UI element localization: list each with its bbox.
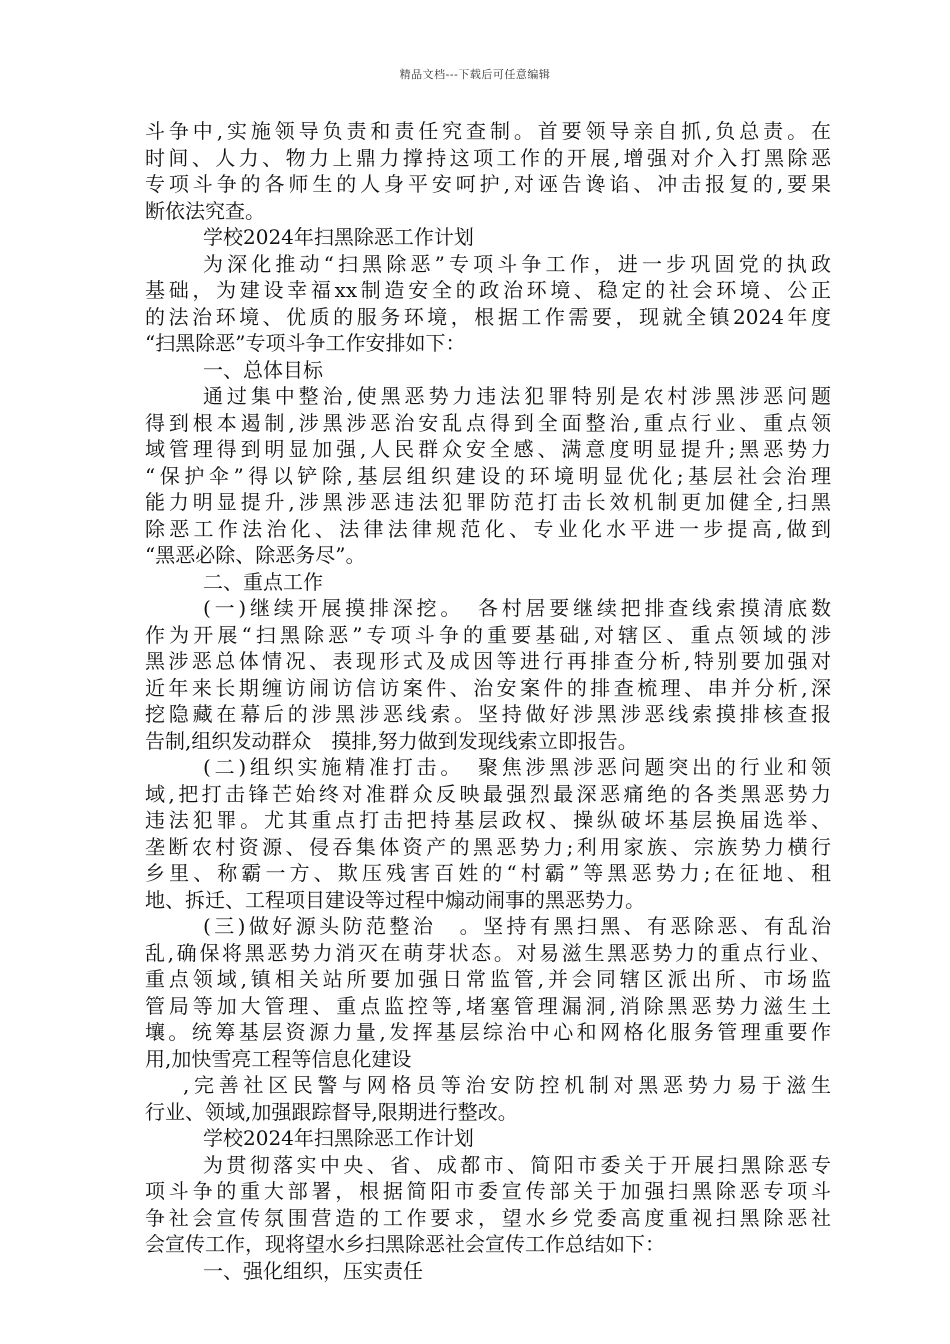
- text-line: 乱,确保将黑恶势力消灭在萌芽状态。对易滋生黑恶势力的重点行业、: [145, 940, 831, 965]
- page-header: 精品文档---下载后可任意编辑: [399, 68, 551, 81]
- text-line: 二、重点工作: [203, 569, 323, 594]
- text-line: 除恶工作法治化、法律法律规范化、专业化水平进一步提高,做到: [145, 516, 831, 541]
- text-line: 违法犯罪。尤其重点打击把持基层政权、操纵破坏基层换届选举、: [145, 808, 831, 832]
- text-line: 域管理得到明显加强,人民群众安全感、满意度明显提升;黑恶势力: [145, 437, 831, 461]
- text-line: “黑恶必除、除恶务尽”。: [145, 543, 366, 567]
- text-line: 能力明显提升,涉黑涉恶违法犯罪防范打击长效机制更加健全,扫黑: [145, 490, 831, 514]
- text-line: 专项斗争的各师生的人身平安呵护,对诬告谗谄、冲击报复的,要果: [145, 172, 831, 196]
- text-line: 垄断农村资源、侵吞集体资产的黑恶势力;利用家族、宗族势力横行: [145, 834, 831, 859]
- text-line: (二)组织实施精准打击。 聚焦涉黑涉恶问题突出的行业和领: [203, 755, 831, 779]
- text-line: 作为开展“扫黑除恶”专项斗争的重要基础,对辖区、重点领域的涉: [145, 622, 831, 647]
- text-line: 学校2024年扫黑除恶工作计划: [203, 1126, 474, 1150]
- text-line: 行业、领域,加强跟踪督导,限期进行整改。: [145, 1099, 518, 1124]
- document-body: [145, 118, 831, 1284]
- text-line: 一、总体目标: [203, 357, 323, 382]
- text-line: 斗争中,实施领导负责和责任究查制。首要领导亲自抓,负总责。在: [145, 119, 831, 143]
- text-line: 用,加快雪亮工程等信息化建设: [145, 1046, 412, 1071]
- text-line: 域,把打击锋芒始终对准群众反映最强烈最深恶痛绝的各类黑恶势力: [145, 781, 831, 806]
- text-line: 地、拆迁、工程项目建设等过程中煽动闹事的黑恶势力。: [145, 887, 645, 912]
- text-line: “扫黑除恶”专项斗争工作安排如下：: [145, 331, 466, 355]
- text-line: 为深化推动“扫黑除恶”专项斗争工作，进一步巩固党的执政: [203, 251, 831, 276]
- text-line: 的法治环境、优质的服务环境，根据工作需要，现就全镇2024年度: [145, 304, 831, 329]
- text-line: 管局等加大管理、重点监控等,堵塞管理漏洞,消除黑恶势力滋生土: [145, 993, 831, 1018]
- text-line: 乡里、称霸一方、欺压残害百姓的“村霸”等黑恶势力;在征地、租: [145, 861, 831, 885]
- text-line: 学校2024年扫黑除恶工作计划: [203, 225, 474, 249]
- text-line: 近年来长期缠访闹访信访案件、治安案件的排查梳理、串并分析,深: [145, 675, 831, 700]
- text-line: 黑涉恶总体情况、表现形式及成因等进行再排查分析,特别要加强对: [145, 649, 831, 673]
- text-line: 一、强化组织，压实责任: [203, 1258, 423, 1283]
- text-line: 通过集中整治,使黑恶势力违法犯罪特别是农村涉黑涉恶问题: [203, 384, 831, 408]
- text-line: ,完善社区民警与网格员等治安防控机制对黑恶势力易于滋生: [183, 1073, 831, 1097]
- text-line: 重点领域,镇相关站所要加强日常监管,并会同辖区派出所、市场监: [145, 967, 831, 991]
- text-line: 时间、人力、物力上鼎力撑持这项工作的开展,增强对介入打黑除恶: [145, 145, 831, 170]
- text-line: 为贯彻落实中央、省、成都市、简阳市委关于开展扫黑除恶专: [203, 1152, 831, 1177]
- text-line: 得到根本遏制,涉黑涉恶治安乱点得到全面整治,重点行业、重点领: [145, 410, 831, 435]
- text-line: “保护伞”得以铲除,基层组织建设的环境明显优化;基层社会治理: [145, 463, 831, 488]
- text-line: (一)继续开展摸排深挖。 各村居要继续把排查线索摸清底数: [203, 596, 831, 620]
- text-line: 断依法究查。: [145, 198, 265, 223]
- text-line: (三)做好源头防范整治 。坚持有黑扫黑、有恶除恶、有乱治: [203, 914, 831, 938]
- text-line: 项斗争的重大部署，根据简阳市委宣传部关于加强扫黑除恶专项斗: [145, 1179, 831, 1203]
- text-line: 挖隐藏在幕后的涉黑涉恶线索。坚持做好涉黑涉恶线索摸排核查报: [145, 702, 831, 726]
- text-line: 基础，为建设幸福xx制造安全的政治环境、稳定的社会环境、公正: [145, 278, 831, 302]
- text-line: 争社会宣传氛围营造的工作要求，望水乡党委高度重视扫黑除恶社: [145, 1205, 831, 1230]
- text-line: 会宣传工作，现将望水乡扫黑除恶社会宣传工作总结如下：: [145, 1232, 665, 1256]
- text-line: 告制,组织发动群众 摸排,努力做到发现线索立即报告。: [145, 728, 638, 753]
- text-line: 壤。统筹基层资源力量,发挥基层综治中心和网格化服务管理重要作: [145, 1020, 831, 1044]
